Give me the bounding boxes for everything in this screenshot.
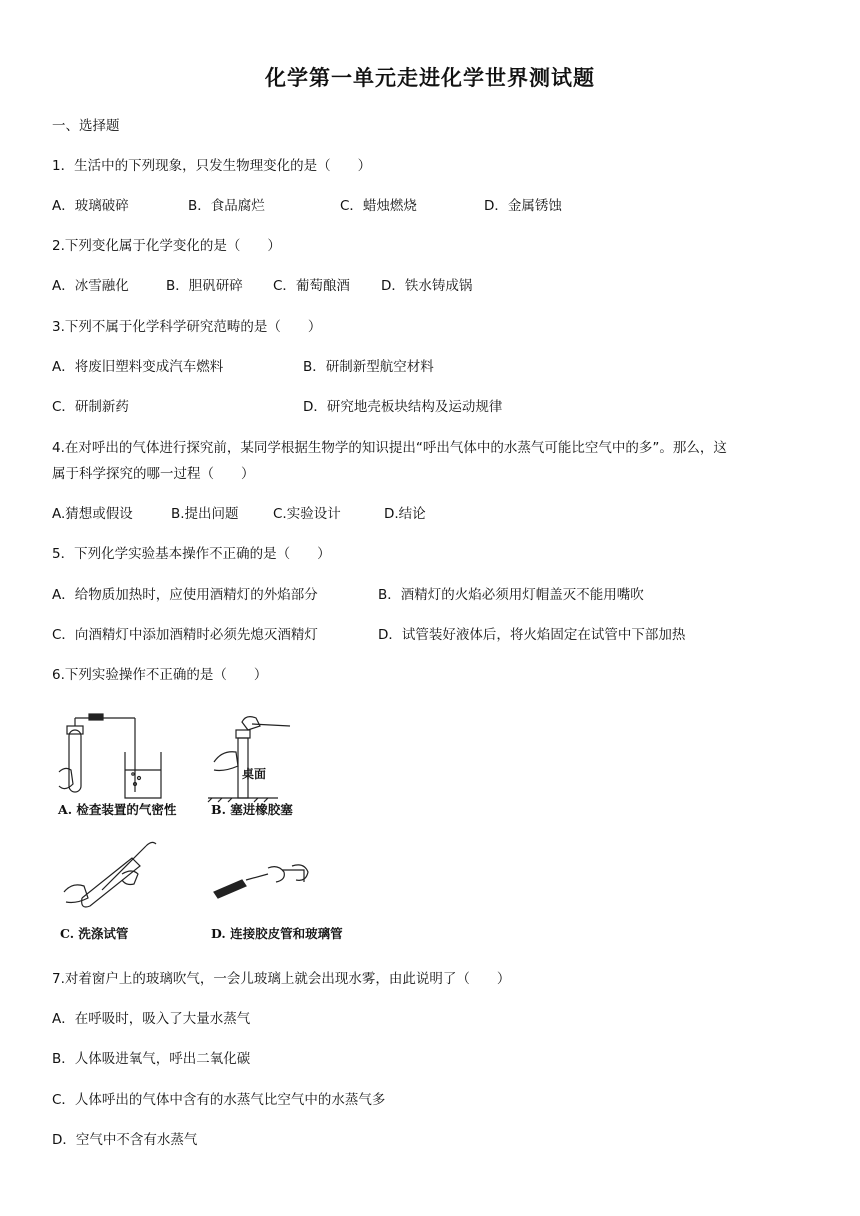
stopper-insertion-drawing <box>208 712 298 802</box>
section-heading: 一、选择题 <box>52 118 120 134</box>
question-1-option-b: B．食品腐烂 <box>188 198 265 214</box>
question-7-option-c: C．人体呼出的气体中含有的水蒸气比空气中的水蒸气多 <box>52 1092 386 1108</box>
figure-b-caption: B. 塞进橡胶塞 <box>211 802 293 817</box>
figure-d-connect-tubes <box>212 858 312 908</box>
question-2-option-d: D．铁水铸成锅 <box>381 278 473 294</box>
question-5-stem: 5．下列化学实验基本操作不正确的是（ ） <box>52 546 331 562</box>
question-4-option-a: A.猜想或假设 <box>52 506 133 522</box>
question-7-stem: 7.对着窗户上的玻璃吹气，一会儿玻璃上就会出现水雾，由此说明了（ ） <box>52 971 511 987</box>
question-1-stem: 1．生活中的下列现象，只发生物理变化的是（ ） <box>52 158 372 174</box>
figure-b-desk-label: 桌面 <box>242 767 267 781</box>
question-1-option-c: C．蜡烛燃烧 <box>340 198 417 214</box>
question-7-option-b: B．人体吸进氧气，呼出二氧化碳 <box>52 1051 251 1067</box>
question-3-option-a: A．将废旧塑料变成汽车燃料 <box>52 359 224 375</box>
tube-connection-drawing <box>212 858 312 908</box>
question-2-stem: 2.下列变化属于化学变化的是（ ） <box>52 238 281 254</box>
figure-a-caption: A. 检查装置的气密性 <box>58 802 177 817</box>
figure-b-insert-stopper <box>208 712 298 802</box>
question-5-option-a: A．给物质加热时，应使用酒精灯的外焰部分 <box>52 587 318 603</box>
figure-c-wash-test-tube <box>62 838 162 918</box>
washing-tube-drawing <box>62 838 162 918</box>
question-3-stem: 3.下列不属于化学科学研究范畴的是（ ） <box>52 319 322 335</box>
question-5-option-b: B．酒精灯的火焰必须用灯帽盖灭不能用嘴吹 <box>378 587 644 603</box>
question-5-option-c: C．向酒精灯中添加酒精时必须先熄灭酒精灯 <box>52 627 318 643</box>
question-4-option-c: C.实验设计 <box>273 506 341 522</box>
figure-c-caption: C. 洗涤试管 <box>60 926 129 941</box>
airtightness-apparatus-drawing <box>55 712 185 802</box>
question-1-option-a: A．玻璃破碎 <box>52 198 129 214</box>
question-2-option-a: A．冰雪融化 <box>52 278 129 294</box>
figure-a-airtightness-check <box>55 712 185 802</box>
question-4-option-d: D.结论 <box>384 506 426 522</box>
question-1-option-d: D．金属锈蚀 <box>484 198 562 214</box>
question-4-stem-line-1: 4.在对呼出的气体进行探究前，某同学根据生物学的知识提出“呼出气体中的水蒸气可能比空气中的多”。那么，这 <box>52 440 727 456</box>
question-7-option-d: D．空气中不含有水蒸气 <box>52 1132 198 1148</box>
question-5-option-d: D．试管装好液体后，将火焰固定在试管中下部加热 <box>378 627 686 643</box>
question-3-option-d: D．研究地壳板块结构及运动规律 <box>303 399 503 415</box>
question-6-stem: 6.下列实验操作不正确的是（ ） <box>52 667 268 683</box>
question-4-option-b: B.提出问题 <box>171 506 239 522</box>
question-2-option-b: B．胆矾研碎 <box>166 278 243 294</box>
question-7-option-a: A．在呼吸时，吸入了大量水蒸气 <box>52 1011 251 1027</box>
question-2-option-c: C．葡萄酿酒 <box>273 278 350 294</box>
figure-d-caption: D. 连接胶皮管和玻璃管 <box>211 926 343 941</box>
page-title: 化学第一单元走进化学世界测试题 <box>265 66 595 90</box>
question-3-option-c: C．研制新药 <box>52 399 129 415</box>
question-3-option-b: B．研制新型航空材料 <box>303 359 434 375</box>
question-4-stem-line-2: 属于科学探究的哪一过程（ ） <box>52 466 255 482</box>
